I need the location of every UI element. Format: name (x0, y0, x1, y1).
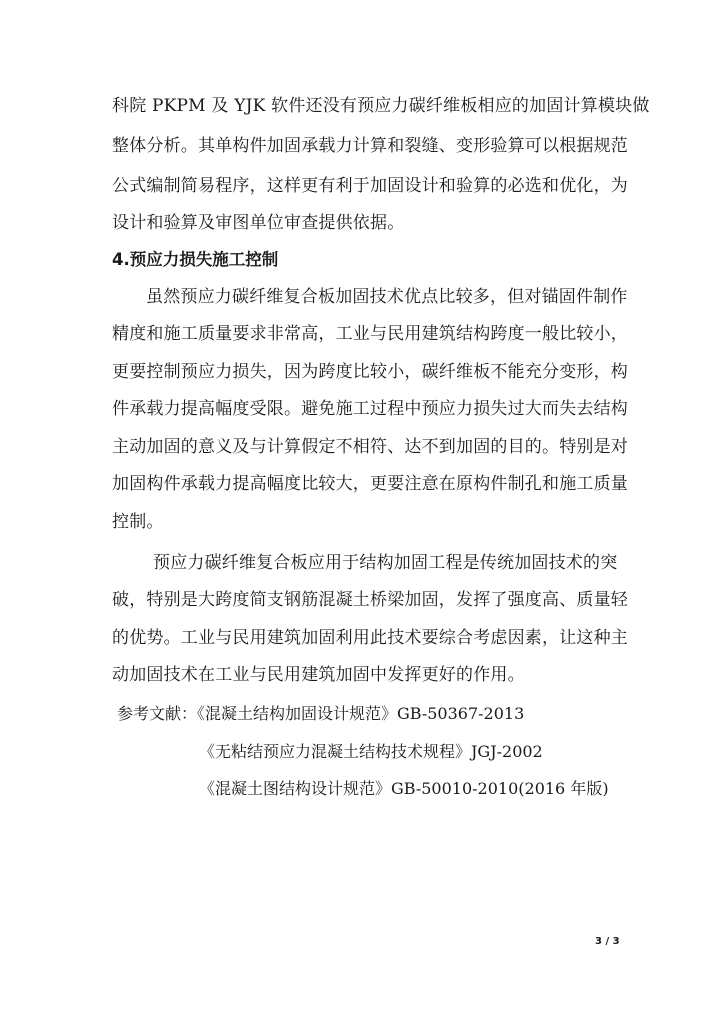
paragraph-2-line-2: 精度和施工质量要求非常高，工业与民用建筑结构跨度一般比较小， (112, 324, 628, 344)
paragraph-2-line-7: 控制。 (112, 512, 164, 532)
paragraph-2-line-6: 加固构件承载力提高幅度比较大，更要注意在原构件制孔和施工质量 (112, 474, 628, 494)
paragraph-3-line-2: 破，特别是大跨度简支钢筋混凝土桥梁加固，发挥了强度高、质量轻 (112, 590, 628, 610)
section-heading: 4.预应力损失施工控制 (112, 250, 279, 269)
paragraph-1-line-3: 公式编制简易程序，这样更有利于加固设计和验算的必选和优化，为 (112, 176, 628, 196)
paragraph-3-line-1: 预应力碳纤维复合板应用于结构加固工程是传统加固技术的突 (153, 553, 618, 573)
reference-1: 参考文献：《混凝土结构加固设计规范》GB-50367-2013 (117, 704, 525, 723)
paragraph-1-line-2: 整体分析。其单构件加固承载力计算和裂缝、变形验算可以根据规范 (112, 136, 628, 156)
paragraph-2-line-4: 件承载力提高幅度受限。避免施工过程中预应力损失过大而失去结构 (112, 399, 628, 419)
reference-2: 《无粘结预应力混凝土结构技术规程》JGJ-2002 (199, 742, 543, 761)
paragraph-1-line-1: 科院 PKPM 及 YJK 软件还没有预应力碳纤维板相应的加固计算模块做 (112, 96, 650, 116)
paragraph-2-line-5: 主动加固的意义及与计算假定不相符、达不到加固的目的。特别是对 (112, 437, 628, 457)
paragraph-3-line-4: 动加固技术在工业与民用建筑加固中发挥更好的作用。 (112, 665, 525, 685)
paragraph-3-line-3: 的优势。工业与民用建筑加固利用此技术要综合考虑因素，让这种主 (112, 628, 628, 648)
paragraph-1-line-4: 设计和验算及审图单位审查提供依据。 (112, 213, 405, 233)
paragraph-2-line-1: 虽然预应力碳纤维复合板加固技术优点比较多，但对锚固件制作 (146, 287, 628, 307)
page-number: 3 / 3 (595, 936, 620, 947)
paragraph-2-line-3: 更要控制预应力损失，因为跨度比较小，碳纤维板不能充分变形，构 (112, 362, 628, 382)
reference-3: 《混凝土图结构设计规范》GB-50010-2010(2016 年版) (199, 779, 609, 798)
